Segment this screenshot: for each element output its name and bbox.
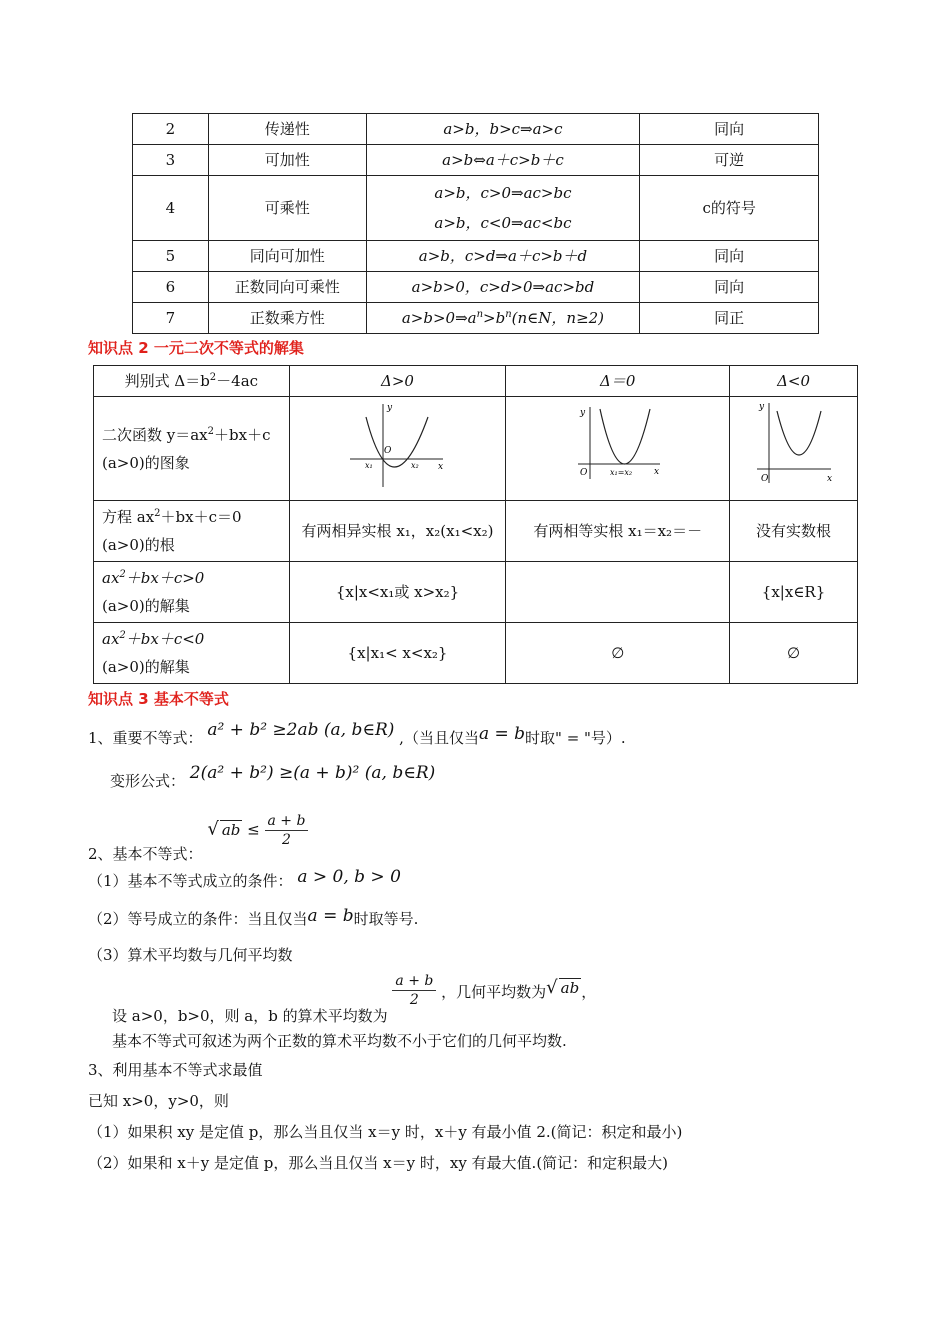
graph-two-roots	[289, 397, 506, 501]
row-label: $ax^2+bx+c<0$ (a>0)的解集	[94, 623, 290, 684]
y-axis-label: y	[386, 403, 392, 413]
table-row	[133, 145, 819, 176]
solution-set-double-root	[506, 562, 730, 623]
parabola-two-roots-graph	[348, 399, 448, 489]
basic-inequality-fraction: $\frac{a + b}{2}$	[265, 812, 309, 849]
property-name: 可加性	[208, 145, 366, 176]
header-negative: Δ<0	[730, 366, 858, 397]
equality-condition-line: （2）等号成立的条件：当且仅当a = b时取等号.	[88, 906, 419, 928]
quadratic-inequality-table	[93, 365, 858, 684]
root-x2-label: x₂	[410, 461, 419, 470]
important-inequality-formula: a² + b² ≥2ab (a, b∈R)	[207, 720, 395, 740]
basic-inequality: 2、基本不等式： √ ab ≤ $\frac{a + b}{2}$	[88, 812, 308, 849]
property-formula: a>b，c>0⇒ac>bc	[434, 184, 572, 202]
case-product-fixed: （1）如果积 xy 是定值 p，那么当且仅当 x＝y 时，x＋y 有最小值 2.(简记：积定和最小)	[88, 1123, 683, 1141]
property-formula: a>b，b>c⇒a>c	[366, 114, 640, 145]
section-heading-3: 知识点 3 基本不等式	[88, 690, 229, 708]
property-formula: a>b，c>d⇒a＋c>b＋d	[366, 241, 640, 272]
y-axis-label: y	[758, 402, 764, 412]
origin-label: O	[579, 468, 588, 478]
table-row	[133, 303, 819, 334]
condition-line: （1）基本不等式成立的条件： a > 0, b > 0	[88, 867, 401, 890]
graph-one-root	[506, 397, 730, 501]
solution-set-two-roots: {x|x<x₁或 x>x₂}	[289, 562, 506, 623]
origin-label: O	[383, 446, 391, 456]
x-axis-label: x	[826, 474, 832, 484]
variant-formula: 2(a² + b²) ≥(a + b)² (a, b∈R)	[189, 763, 436, 783]
row-number: 6	[133, 272, 209, 303]
property-formula: $a>b>0\Rightarrow a^n>b^n(n\in N$，n≥2)	[366, 303, 640, 334]
table-row	[133, 272, 819, 303]
parabola-curve	[777, 411, 821, 455]
parabola-one-root-graph	[568, 399, 668, 489]
property-formula: a>b⇔a＋c>b＋c	[366, 145, 640, 176]
root-x1-label: x₁	[364, 461, 373, 470]
origin-label: O	[760, 474, 768, 484]
x-axis-label: x	[653, 467, 659, 477]
section-heading-2: 知识点 2 一元二次不等式的解集	[88, 339, 304, 357]
solution-set-no-root: {x|x∈R}	[730, 562, 858, 623]
roots-none: 没有实数根	[730, 501, 858, 562]
parabola-curve	[600, 409, 650, 464]
means-statement: 基本不等式可叙述为两个正数的算术平均数不小于它们的几何平均数.	[112, 1032, 567, 1050]
variant-formula-line: 变形公式： 2(a² + b²) ≥(a + b)² (a, b∈R)	[110, 763, 436, 790]
row-label: 方程 $ax^2+bx+c=0$ (a>0)的根	[94, 501, 290, 562]
property-note: 可逆	[640, 145, 819, 176]
row-number: 5	[133, 241, 209, 272]
header-zero: Δ＝0	[506, 366, 730, 397]
row-label: 二次函数 $y=ax^2+bx+c$ (a>0)的图象	[94, 397, 290, 501]
header-positive: Δ>0	[289, 366, 506, 397]
row-number: 3	[133, 145, 209, 176]
arithmetic-mean-fraction: $\frac{a + b}{2}$	[392, 972, 436, 1009]
y-axis-label: y	[579, 408, 585, 418]
roots-equal: 有两相等实根 x₁＝x₂＝－	[506, 501, 730, 562]
solution-set-double-root: ∅	[506, 623, 730, 684]
property-name: 同向可加性	[208, 241, 366, 272]
means-title: （3）算术平均数与几何平均数	[88, 946, 293, 964]
property-note: c的符号	[640, 176, 819, 241]
table-row	[94, 562, 858, 623]
property-name: 正数同向可乘性	[208, 272, 366, 303]
table-row	[94, 501, 858, 562]
important-inequality: 1、重要不等式： a² + b² ≥2ab (a, b∈R) ,（当且仅当a = b时取" = "号）.	[88, 720, 626, 747]
property-formula-2: a>b，c<0⇒ac<bc	[434, 214, 572, 232]
row-number: 4	[133, 176, 209, 241]
case-sum-fixed: （2）如果和 x＋y 是定值 p，那么当且仅当 x＝y 时，xy 有最大值.(简记：和定积最大)	[88, 1154, 669, 1172]
row-label: $ax^2+bx+c>0$ (a>0)的解集	[94, 562, 290, 623]
given-conditions: 已知 x>0，y>0，则	[88, 1092, 229, 1110]
property-name: 可乘性	[208, 176, 366, 241]
inequality-properties-table	[132, 113, 819, 334]
property-note: 同正	[640, 303, 819, 334]
means-definition: 设 a>0，b>0，则 a，b 的算术平均数为 $\frac{a + b}{2}$ ，几何平均数为√ ab ，	[112, 973, 597, 1025]
x-axis-label: x	[437, 462, 443, 472]
discriminant-header: 判别式 $\Delta=b^2-4ac$	[94, 366, 290, 397]
table-row	[94, 397, 858, 501]
row-number: 7	[133, 303, 209, 334]
extremum-title: 3、利用基本不等式求最值	[88, 1061, 263, 1079]
row-number: 2	[133, 114, 209, 145]
roots-two: 有两相异实根 x₁，x₂(x₁<x₂)	[289, 501, 506, 562]
parabola-no-root-graph	[749, 399, 839, 489]
property-name: 正数乘方性	[208, 303, 366, 334]
property-formula: a>b>0，c>d>0⇒ac>bd	[366, 272, 640, 303]
solution-set-two-roots: {x|x₁< x<x₂}	[289, 623, 506, 684]
property-name: 传递性	[208, 114, 366, 145]
double-root-label: x₁=x₂	[609, 468, 632, 477]
property-note: 同向	[640, 114, 819, 145]
table-row	[94, 623, 858, 684]
property-note: 同向	[640, 272, 819, 303]
graph-no-root	[730, 397, 858, 501]
solution-set-no-root: ∅	[730, 623, 858, 684]
property-note: 同向	[640, 241, 819, 272]
table-row	[133, 176, 819, 241]
property-formula-pair	[366, 176, 640, 241]
table-row	[133, 241, 819, 272]
table-row	[133, 114, 819, 145]
table-row	[94, 366, 858, 397]
